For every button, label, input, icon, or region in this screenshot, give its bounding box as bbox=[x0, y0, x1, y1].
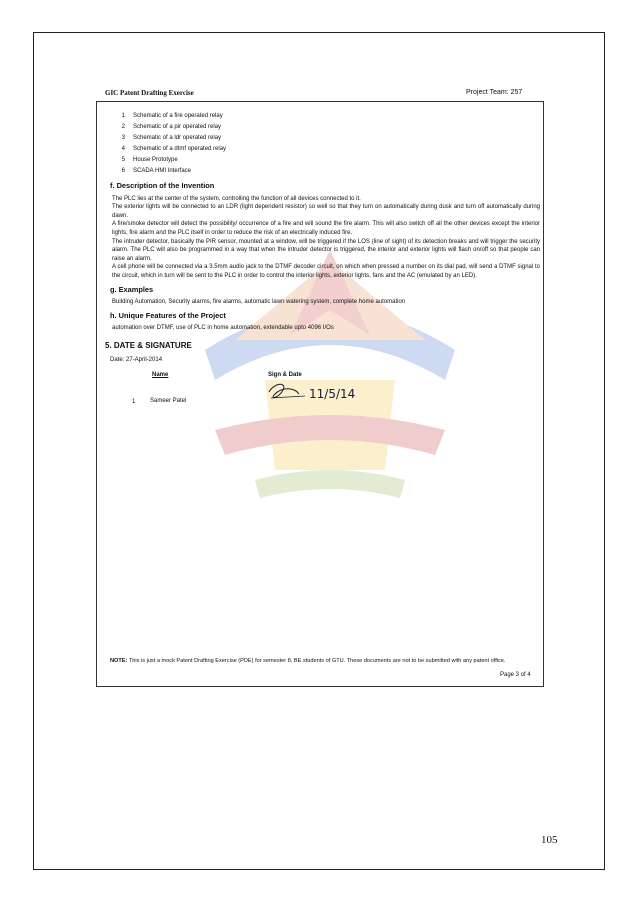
list-item: 2 Schematic of a pir operated relay bbox=[121, 124, 222, 131]
section-title-examples: g. Examples bbox=[110, 284, 154, 294]
unique-features-text: automation over DTMF, use of PLC in home automation, extendable upto 4096 I/Os bbox=[112, 325, 334, 332]
description-paragraph: The intruder detector, basically the PIR sensor, mounted at a window, will be triggered if the LOS (line of sight) of its detection breaks and will trigger the security alarm. The PLC will also be programmed in a way that when the intruder detector is triggered, the interior and exterior lights will flash on/off so that people can raise an alarm. bbox=[112, 238, 540, 262]
list-item: 5 House Prototype bbox=[121, 157, 178, 164]
examples-text: Building Automation, Security alarms, fire alarms, automatic lawn watering system, complete home automation bbox=[112, 299, 406, 306]
description-paragraph: The PLC lies at the center of the system, controlling the function of all devices connected to it. bbox=[112, 195, 361, 202]
note-label: NOTE: bbox=[110, 658, 128, 664]
footer-note bbox=[110, 657, 530, 666]
svg-text:11/5/14: 11/5/14 bbox=[309, 387, 356, 402]
column-header-name: Name bbox=[152, 372, 169, 379]
list-item: 3 Schematic of a ldr operated relay bbox=[121, 135, 222, 142]
page-of-indicator: Page 3 of 4 bbox=[500, 672, 531, 678]
header-exercise-title: GIC Patent Drafting Exercise bbox=[105, 89, 194, 97]
signer-name: Sameer Patel bbox=[150, 398, 187, 405]
description-paragraph: A fire/smoke detector will detect the possibility/ occurrence of a fire and will sound the fire alarm. This will also switch off all the other devices except the interior lights, fire alarm and the PLC itself in order to reduce the risk of an electrically induced fire. bbox=[112, 221, 540, 236]
note-text: This is just a mock Patent Drafting Exercise (PDE) for semester 8, BE students of GTU. These documents are not to be submitted with any patent office. bbox=[128, 658, 506, 664]
section-title-unique-features: h. Unique Features of the Project bbox=[110, 310, 226, 320]
signature-table bbox=[110, 364, 540, 416]
drawing-list bbox=[110, 111, 540, 177]
list-item: 1 Schematic of a fire operated relay bbox=[121, 113, 223, 120]
list-item: 6 SCADA HMI Interface bbox=[121, 168, 192, 175]
column-header-sign-date: Sign & Date bbox=[268, 372, 302, 379]
header-project-team: Project Team: 257 bbox=[466, 89, 523, 96]
description-paragraph: The exterior lights will be connected to an LDR (light dependent resistor) so well so that they turn on automatically during dusk and turn off automatically during dawn. bbox=[112, 204, 540, 219]
document-body bbox=[105, 111, 540, 416]
date-line: Date: 27-April-2014 bbox=[110, 356, 163, 363]
list-item: 4 Schematic of a dtmf operated relay bbox=[121, 146, 227, 153]
section-title-date-signature: 5. DATE & SIGNATURE bbox=[105, 340, 192, 350]
section-title-description: f. Description of the Invention bbox=[110, 181, 215, 190]
signer-number: 1 bbox=[132, 399, 136, 406]
description-paragraph: A cell phone will be connected via a 3.5mm audio jack to the DTMF decoder circuit, on which when pressed a number on its dial pad, will send a DTMF signal to the circuit, which in turn will be sent to the PLC in order to control the interior lights, exterior lights, fans and the AC (emulated by an LED). bbox=[112, 264, 540, 279]
handwritten-signature bbox=[265, 376, 360, 404]
page-number: 105 bbox=[541, 834, 558, 846]
